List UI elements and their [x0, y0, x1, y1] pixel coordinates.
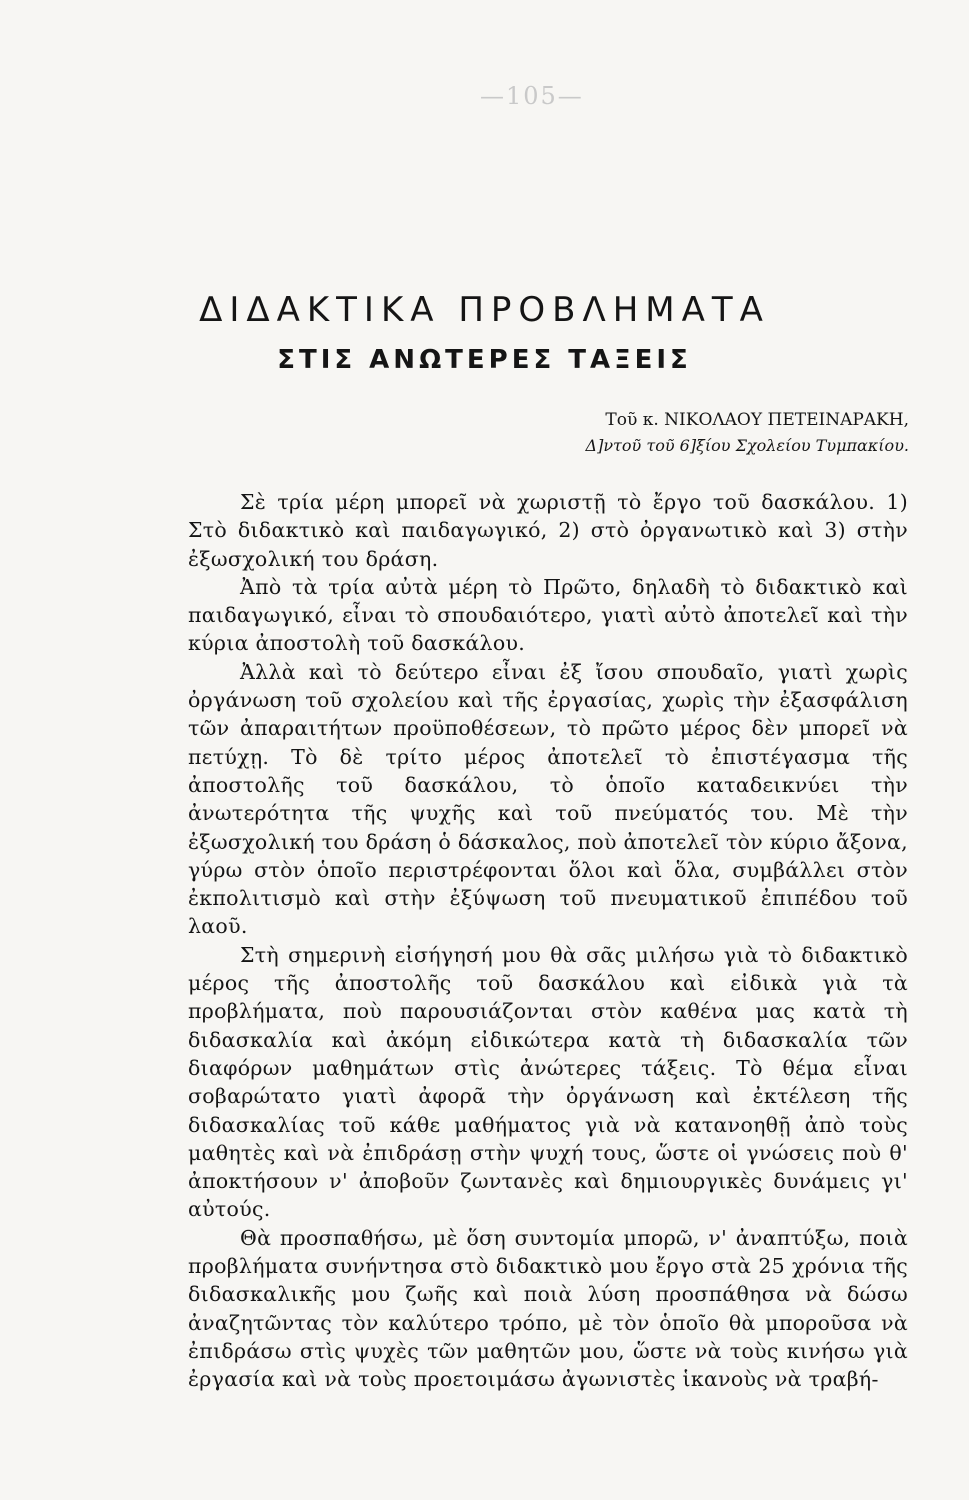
article-subtitle: ΣΤΙΣ ΑΝΩΤΕΡΕΣ ΤΑΞΕΙΣ: [277, 345, 692, 375]
paragraph: Ἀλλὰ καὶ τὸ δεύτερο εἶναι ἐξ ἴσου σπουδαῖο, γιατὶ χωρὶς ὀργάνωση τοῦ σχολείου καὶ τῆς ἐργασίας, χωρὶς τὴν ἐξασφάλιση τῶν ἀπαραιτήτων προϋποθέσεων, τὸ πρῶτο μέρος δὲν μπορεῖ νὰ πετύχῃ. Τὸ δὲ τρίτο μέρος ἀποτελεῖ τὸ ἐπιστέγασμα τῆς ἀποστολῆς τοῦ δασκάλου, τὸ ὁποῖο καταδεικνύει τὴν ἀνωτερότητα τῆς ψυχῆς καὶ τοῦ πνεύματός του. Μὲ τὴν ἐξωσχολική του δράση ὁ δάσκαλος, ποὺ ἀποτελεῖ τὸν κύριο ἄξονα, γύρω στὸν ὁποῖο περιστρέφονται ὅλοι καὶ ὅλα, συμβάλλει στὸν ἐκπολιτισμὸ καὶ στὴν ἐξύψωση τοῦ πνευματικοῦ ἐπιπέδου τοῦ λαοῦ.: [188, 659, 909, 939]
article-title: ΔΙΔΑΚΤΙΚΑ ΠΡΟΒΛΗΜΑΤΑ: [199, 290, 770, 330]
byline: [586, 408, 909, 458]
author-affiliation: Δ]ντοῦ τοῦ 6]ξίου Σχολείου Τυμπακίου.: [585, 436, 909, 455]
article-body: [188, 488, 908, 1394]
paragraph: Θὰ προσπαθήσω, μὲ ὅση συντομία μπορῶ, ν' ἀναπτύξω, ποιὰ προβλήματα συνήντησα στὸ διδακτικὸ μου ἔργο στὰ 25 χρόνια τῆς διδασκαλικῆς μου ζωῆς καὶ ποιὰ λύση προσπάθησα νὰ δώσω ἀναζητῶντας τὸν καλύτερο τρόπο, μὲ τὸν ὁποῖο θὰ μποροῦσα νὰ ἐπιδράσω στὶς ψυχὲς τῶν μαθητῶν μου, ὥστε νὰ τοὺς κινήσω γιὰ ἐργασία καὶ νὰ τοὺς προετοιμάσω ἀγωνιστὲς ἱκανοὺς νὰ τραβή-: [188, 1225, 908, 1392]
paragraph: Σὲ τρία μέρη μπορεῖ νὰ χωριστῇ τὸ ἔργο τοῦ δασκάλου. 1) Στὸ διδακτικὸ καὶ παιδαγωγικό, 2) στὸ ὀργανωτικὸ καὶ 3) στὴν ἐξωσχολική του δράση.: [188, 490, 908, 571]
page-number: —105—: [480, 82, 584, 110]
author-line: Τοῦ κ. ΝΙΚΟΛΑΟΥ ΠΕΤΕΙΝΑΡΑΚΗ,: [605, 410, 909, 430]
paragraph: Στὴ σημερινὴ εἰσήγησή μου θὰ σᾶς μιλήσω γιὰ τὸ διδακτικὸ μέρος τῆς ἀποστολῆς τοῦ δασκάλου καὶ εἰδικὰ γιὰ τὰ προβλήματα, ποὺ παρουσιάζονται στὸν καθένα μας κατὰ τὴ διδασκαλία καὶ ἀκόμη εἰδικώτερα κατὰ τὴ διδασκαλία τῶν διαφόρων μαθημάτων στὶς ἀνώτερες τάξεις. Τὸ θέμα εἶναι σοβαρώτατο γιατὶ ἀφορᾶ τὴν ὀργάνωση καὶ ἐκτέλεση τῆς διδασκαλίας τοῦ κάθε μαθήματος γιὰ νὰ κατανοηθῇ ἀπὸ τοὺς μαθητὲς καὶ νὰ ἐπιδράσῃ στὴν ψυχή τους, ὥστε οἱ γνώσεις ποὺ θ' ἀποκτήσουν ν' ἀποβοῦν ζωντανὲς καὶ δημιουργικὲς δυνάμεις γι' αὐτούς.: [188, 942, 908, 1222]
paragraph: Ἀπὸ τὰ τρία αὐτὰ μέρη τὸ Πρῶτο, δηλαδὴ τὸ διδακτικὸ καὶ παιδαγωγικό, εἶναι τὸ σπουδαιότερο, γιατὶ αὐτὸ ἀποτελεῖ καὶ τὴν κύρια ἀποστολὴ τοῦ δασκάλου.: [188, 574, 908, 656]
